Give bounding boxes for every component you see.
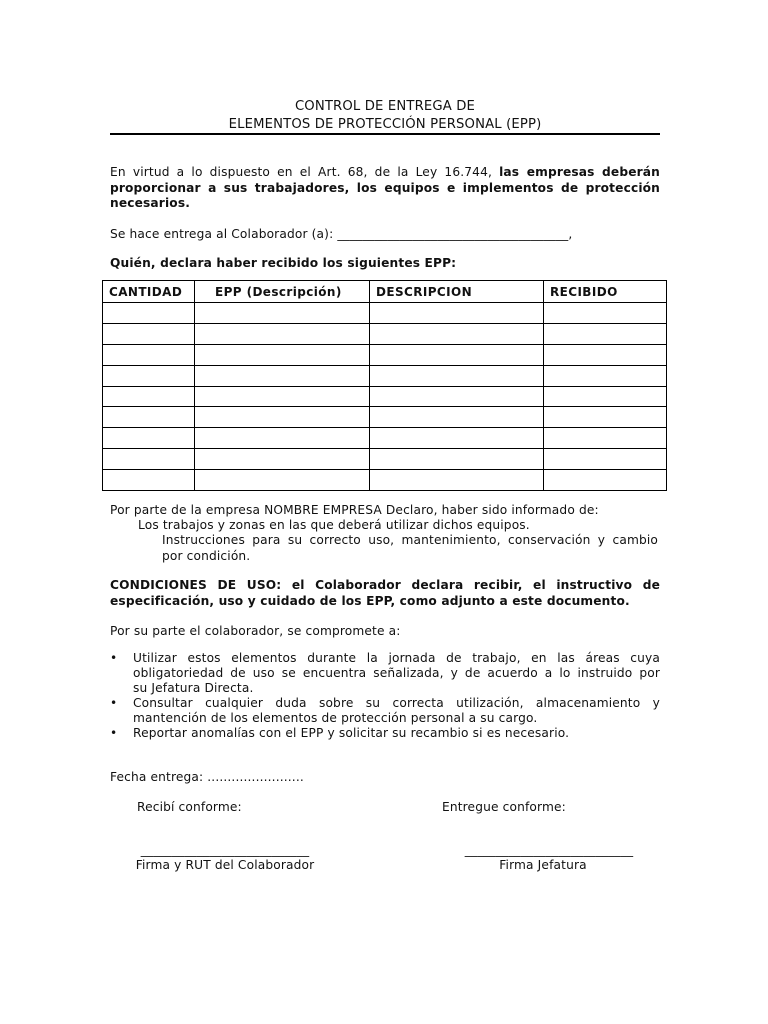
- table-cell[interactable]: [195, 365, 370, 386]
- table-cell[interactable]: [103, 344, 195, 365]
- column-header-recibido: RECIBIDO: [544, 281, 667, 303]
- commitment-intro: Por su parte el colaborador, se compromete a:: [110, 624, 401, 638]
- bullet-dot-icon: •: [110, 726, 118, 740]
- table-cell[interactable]: [195, 303, 370, 324]
- table-cell[interactable]: [103, 323, 195, 344]
- table-cell[interactable]: [544, 303, 667, 324]
- table-cell[interactable]: [370, 449, 544, 470]
- table-cell[interactable]: [103, 449, 195, 470]
- table-cell[interactable]: [195, 407, 370, 428]
- table-row: [103, 407, 667, 428]
- table-row: [103, 428, 667, 449]
- epp-table: [102, 280, 667, 491]
- table-cell[interactable]: [544, 470, 667, 491]
- collaborator-signature-line[interactable]: ___________________________: [140, 843, 310, 857]
- table-row: [103, 323, 667, 344]
- table-cell[interactable]: [370, 344, 544, 365]
- document-title-line-1: CONTROL DE ENTREGA DE: [294, 99, 476, 114]
- list-item-line: obligatoriedad de uso se encuentra señalizada, y de acuerdo a lo instruido por: [133, 666, 660, 680]
- intro-paragraph-line-3: necesarios.: [110, 196, 191, 210]
- table-cell[interactable]: [544, 344, 667, 365]
- table-cell[interactable]: [370, 303, 544, 324]
- table-header-row: [103, 281, 667, 303]
- table-cell[interactable]: [544, 407, 667, 428]
- table-row: [103, 470, 667, 491]
- table-row: [103, 344, 667, 365]
- column-header-epp: EPP (Descripción): [195, 281, 370, 303]
- table-cell[interactable]: [195, 323, 370, 344]
- list-item-line: Consultar cualquier duda sobre su correcta utilización, almacenamiento y: [133, 696, 660, 710]
- delivery-date-line: Fecha entrega: ........................: [110, 770, 304, 784]
- list-item: [110, 696, 660, 726]
- list-item: [110, 651, 660, 696]
- conditions-line-1: CONDICIONES DE USO: el Colaborador declara recibir, el instructivo de: [110, 578, 660, 592]
- table-cell[interactable]: [195, 449, 370, 470]
- intro-normal-text: En virtud a lo dispuesto en el Art. 68, de la Ley 16.744,: [110, 165, 500, 179]
- table-row: [103, 386, 667, 407]
- table-cell[interactable]: [103, 365, 195, 386]
- intro-paragraph-line-2: proporcionar a sus trabajadores, los equipos e implementos de protección: [110, 181, 660, 195]
- delivery-line: Se hace entrega al Colaborador (a): _____________________________________,: [110, 227, 573, 241]
- table-cell[interactable]: [103, 303, 195, 324]
- conditions-line-2: especificación, uso y cuidado de los EPP, como adjunto a este documento.: [110, 594, 630, 608]
- column-header-descripcion: DESCRIPCION: [370, 281, 544, 303]
- table-cell[interactable]: [370, 323, 544, 344]
- declaration-heading: Quién, declara haber recibido los siguientes EPP:: [110, 256, 457, 270]
- table-row: [103, 449, 667, 470]
- intro-bold-text: las empresas deberán: [499, 165, 661, 179]
- table-cell[interactable]: [195, 386, 370, 407]
- informed-item-instructions: Instrucciones para su correcto uso, mantenimiento, conservación y cambio: [162, 533, 658, 547]
- table-cell[interactable]: [195, 470, 370, 491]
- table-cell[interactable]: [370, 365, 544, 386]
- list-item-line: Utilizar estos elementos durante la jornada de trabajo, en las áreas cuya: [133, 651, 660, 665]
- list-item-line: mantención de los elementos de protección personal a su cargo.: [133, 711, 538, 725]
- list-item-line: su Jefatura Directa.: [133, 681, 254, 695]
- table-cell[interactable]: [544, 428, 667, 449]
- table-row: [103, 303, 667, 324]
- bullet-dot-icon: •: [110, 696, 118, 710]
- title-divider: [110, 133, 660, 135]
- table-cell[interactable]: [103, 386, 195, 407]
- table-cell[interactable]: [544, 386, 667, 407]
- bullet-dot-icon: •: [110, 651, 118, 665]
- table-cell[interactable]: [195, 428, 370, 449]
- received-heading: Recibí conforme:: [137, 800, 242, 814]
- intro-paragraph-line-1: [110, 164, 660, 180]
- list-item: [110, 726, 660, 741]
- column-header-cantidad: CANTIDAD: [103, 281, 195, 303]
- commitment-list: [110, 651, 660, 741]
- table-cell[interactable]: [544, 365, 667, 386]
- table-cell[interactable]: [103, 428, 195, 449]
- table-cell[interactable]: [370, 428, 544, 449]
- supervisor-signature-label: Firma Jefatura: [499, 858, 587, 872]
- table-row: [103, 365, 667, 386]
- table-cell[interactable]: [195, 344, 370, 365]
- delivered-heading: Entregue conforme:: [442, 800, 566, 814]
- table-cell[interactable]: [103, 470, 195, 491]
- document-title-line-2: ELEMENTOS DE PROTECCIÓN PERSONAL (EPP): [228, 117, 542, 132]
- informed-item-work-zones: Los trabajos y zonas en las que deberá utilizar dichos equipos.: [138, 518, 530, 532]
- informed-item-instructions-cont: por condición.: [162, 549, 251, 563]
- collaborator-signature-label: Firma y RUT del Colaborador: [135, 858, 315, 872]
- list-item-line: Reportar anomalías con el EPP y solicitar su recambio si es necesario.: [133, 726, 570, 740]
- supervisor-signature-line[interactable]: ___________________________: [464, 843, 634, 857]
- table-cell[interactable]: [544, 323, 667, 344]
- table-cell[interactable]: [544, 449, 667, 470]
- table-cell[interactable]: [370, 407, 544, 428]
- table-cell[interactable]: [103, 407, 195, 428]
- informed-statement: Por parte de la empresa NOMBRE EMPRESA Declaro, haber sido informado de:: [110, 503, 599, 517]
- table-cell[interactable]: [370, 470, 544, 491]
- table-cell[interactable]: [370, 386, 544, 407]
